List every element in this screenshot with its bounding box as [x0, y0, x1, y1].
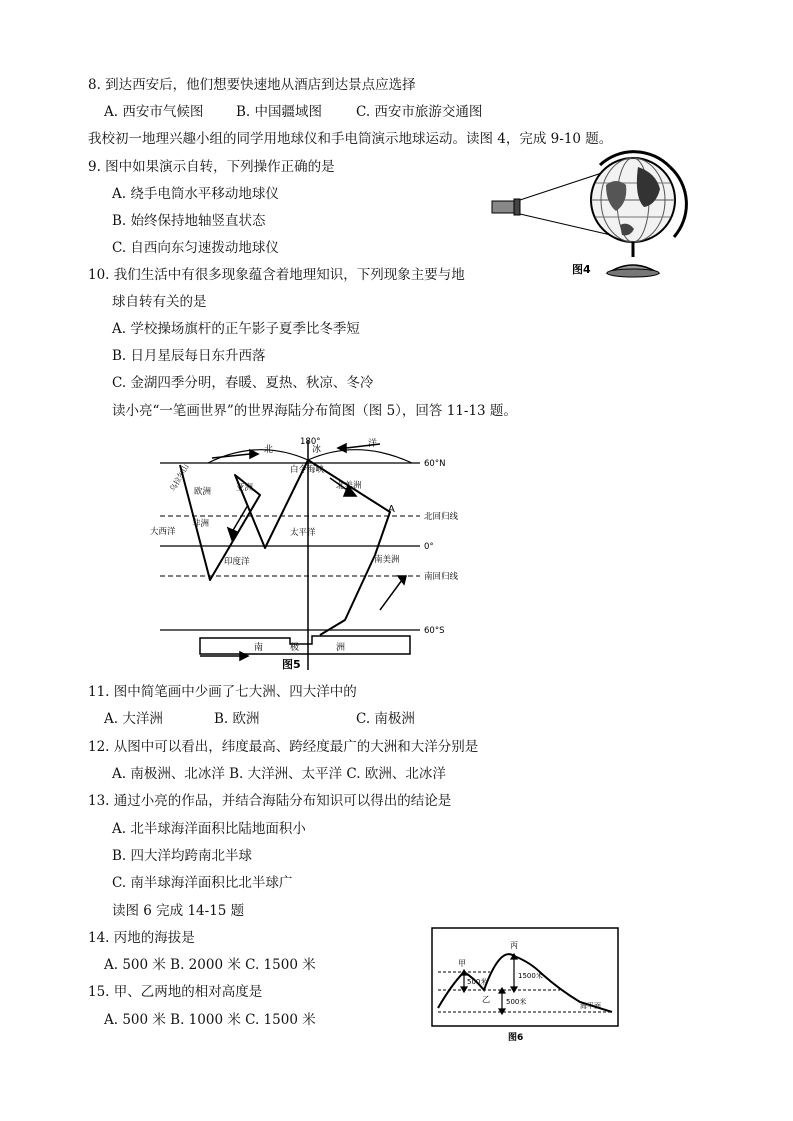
intro-11-13: 读小亮“一笔画世界”的世界海陆分布简图（图 5），回答 11-13 题。	[112, 403, 517, 419]
lon-180-label: 180°	[300, 437, 321, 447]
height-500-yi: 500米	[506, 998, 527, 1006]
antarctica-outline	[200, 636, 410, 654]
globe-icon	[591, 152, 686, 277]
figure-5	[140, 430, 460, 676]
arctic-char-1: 北	[264, 445, 274, 455]
q9-stem: 9. 图中如果演示自转，下列操作正确的是	[88, 159, 335, 175]
figure-4-caption: 图4	[572, 263, 591, 276]
figure-5-caption: 图5	[282, 658, 301, 671]
q13-option-a: A. 北半球海洋面积比陆地面积小	[112, 821, 306, 837]
q11-option-b: B. 欧洲	[214, 711, 260, 727]
q8-option-b: B. 中国疆域图	[236, 104, 323, 120]
q13-stem: 13. 通过小亮的作品，并结合海陆分布知识可以得出的结论是	[88, 793, 452, 809]
panama-point-label: A	[388, 504, 395, 515]
q10-option-a: A. 学校操场旗杆的正午影子夏季比冬季短	[112, 321, 360, 337]
q12-options: A. 南极洲、北冰洋 B. 大洋洲、太平洋 C. 欧洲、北冰洋	[112, 766, 446, 782]
height-1500: 1500米	[518, 972, 543, 980]
indian-ocean-label: 印度洋	[224, 557, 250, 567]
q10-stem-line1: 10. 我们生活中有很多现象蕴含着地理知识，下列现象主要与地	[88, 267, 465, 283]
q13-option-c: C. 南半球海洋面积比北半球广	[112, 875, 293, 891]
yi-label: 乙	[482, 995, 490, 1004]
lat-60n-label: 60°N	[424, 459, 446, 469]
africa-label: 非洲	[192, 519, 210, 529]
tropic-north-label: 北回归线	[424, 512, 459, 522]
q15-options: A. 500 米 B. 1000 米 C. 1500 米	[104, 1012, 316, 1028]
arctic-char-2: 冰	[312, 445, 322, 455]
q15-stem: 15. 甲、乙两地的相对高度是	[88, 984, 263, 1000]
equator-label: 0°	[424, 542, 434, 552]
antarctica-char-2: 极	[290, 643, 300, 653]
q10-option-b: B. 日月星辰每日东升西落	[112, 348, 266, 364]
antarctica-char-1: 南	[254, 643, 264, 653]
tropic-south-label: 南回归线	[424, 572, 459, 582]
antarctica-char-3: 洲	[336, 643, 346, 653]
q11-stem: 11. 图中简笔画中少画了七大洲、四大洋中的	[88, 684, 357, 700]
intro-14-15: 读图 6 完成 14-15 题	[112, 903, 245, 919]
bering-strait-label: 白令海峡	[290, 465, 325, 475]
q10-stem-line2: 球自转有关的是	[112, 294, 207, 310]
q9-option-c: C. 自西向东匀速拨动地球仪	[112, 240, 279, 256]
asia-label: 亚洲	[236, 483, 254, 493]
q8-stem: 8. 到达西安后，他们想要快速地从酒店到达景点应选择	[88, 77, 416, 93]
q8-option-c: C. 西安市旅游交通图	[356, 104, 483, 120]
q11-option-a: A. 大洋洲	[104, 711, 163, 727]
q11-option-c: C. 南极洲	[356, 711, 415, 727]
intro-9-10: 我校初一地理兴趣小组的同学用地球仪和手电筒演示地球运动。读图 4，完成 9-10 题。	[88, 131, 613, 147]
q14-stem: 14. 丙地的海拔是	[88, 930, 195, 946]
bing-label: 丙	[510, 941, 518, 950]
pacific-label: 太平洋	[290, 528, 316, 538]
europe-label: 欧洲	[194, 487, 212, 497]
figure-6	[430, 926, 620, 1046]
q13-option-b: B. 四大洋均跨南北半球	[112, 848, 253, 864]
height-500-jia: 500米	[467, 978, 488, 986]
q9-option-b: B. 始终保持地轴竖直状态	[112, 213, 266, 229]
lat-60s-label: 60°S	[424, 626, 445, 636]
flashlight-icon	[492, 199, 520, 215]
q12-stem: 12. 从图中可以看出，纬度最高、跨经度最广的大洲和大洋分别是	[88, 739, 479, 755]
figure-6-caption: 图6	[508, 1033, 524, 1043]
south-america-label: 南美洲	[374, 555, 400, 565]
q8-option-a: A. 西安市气候图	[104, 104, 204, 120]
atlantic-label: 大西洋	[150, 527, 176, 537]
figure-4	[488, 145, 688, 280]
arctic-char-3: 洋	[368, 439, 378, 449]
q10-option-c: C. 金湖四季分明，春暖、夏热、秋凉、冬冷	[112, 375, 374, 391]
north-america-label: 北美洲	[336, 481, 362, 491]
q9-option-a: A. 绕手电筒水平移动地球仪	[112, 186, 279, 202]
sea-level-label: 海平面	[580, 1002, 601, 1010]
q14-options: A. 500 米 B. 2000 米 C. 1500 米	[104, 957, 316, 973]
ural-label: 乌拉尔山	[167, 462, 191, 493]
jia-label: 甲	[458, 959, 466, 968]
